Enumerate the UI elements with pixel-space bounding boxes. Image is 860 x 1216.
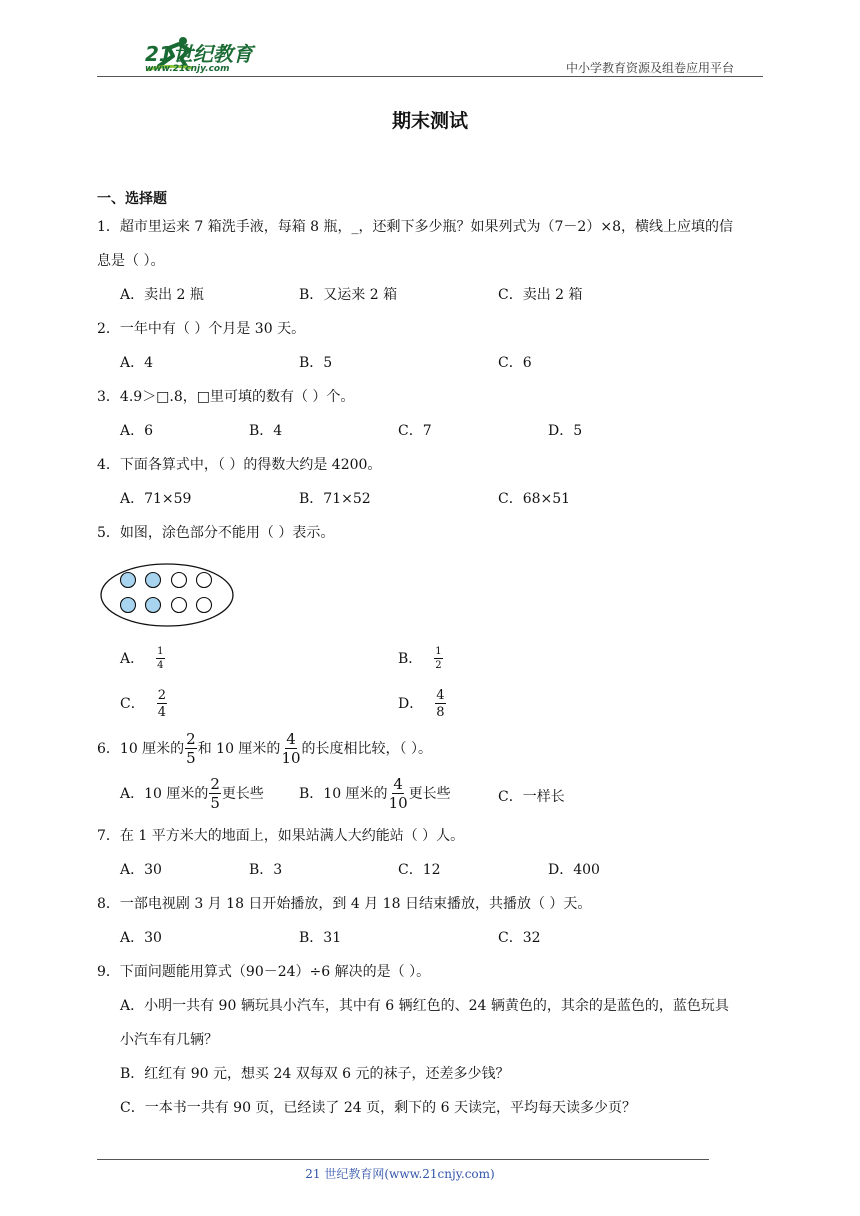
q8-option-a: A．30 (120, 930, 162, 946)
q8-text: 8．一部电视剧 3 月 18 日开始播放，到 4 月 18 日结束播放，共播放（ ）天。 (97, 896, 592, 912)
logo-url: www.21cnjy.com (145, 64, 230, 74)
q7-text: 7．在 1 平方米大的地面上，如果站满人大约能站（ ）人。 (97, 828, 465, 844)
q7-option-c: C．12 (398, 862, 441, 878)
q7-option-a: A．30 (120, 862, 162, 878)
q2-text: 2．一年中有（ ）个月是 30 天。 (97, 321, 306, 337)
q5-option-d: D． $\frac{4}{8}$ (398, 688, 445, 720)
section-heading: 一、选择题 (97, 191, 167, 207)
q9-option-a-line2: 小汽车有几辆？ (120, 1032, 218, 1048)
q4-option-a: A．71×59 (120, 491, 192, 507)
empty-circle (197, 598, 212, 613)
shaded-circle (121, 573, 136, 588)
q9-option-c: C．一本书一共有 90 页，已经读了 24 页，剩下的 6 天读完，平均每天读多少页？ (120, 1100, 636, 1116)
empty-circle (172, 573, 187, 588)
q1-text-line2: 息是（ ）。 (97, 253, 165, 269)
q3-option-a: A．6 (120, 423, 154, 439)
logo-text: 21世纪教育 (145, 42, 253, 66)
q9-option-b: B．红红有 90 元，想买 24 双每双 6 元的袜子，还差多少钱？ (120, 1066, 510, 1082)
page-title: 期末测试 (391, 110, 468, 132)
q3-option-b: B．4 (249, 423, 283, 439)
q3-text: 3．4.9＞□.8，□里可填的数有（ ）个。 (97, 389, 355, 405)
q2-option-a: A．4 (120, 355, 154, 371)
platform-label: 中小学教育资源及组卷应用平台 (566, 61, 735, 75)
header-divider (97, 76, 763, 77)
q4-text: 4．下面各算式中，（ ）的得数大约是 4200。 (97, 457, 382, 473)
q3-option-d: D．5 (548, 423, 583, 439)
footer-link[interactable]: 21 世纪教育网(www.21cnjy.com) (305, 1167, 495, 1181)
shaded-circle (146, 573, 161, 588)
q5-figure (99, 562, 235, 628)
q5-option-b: B． $\frac{1}{2}$ (398, 646, 442, 671)
footer-divider (97, 1159, 709, 1160)
q2-option-c: C．6 (498, 355, 532, 371)
q9-option-a-line1: A．小明一共有 90 辆玩具小汽车，其中有 6 辆红色的、24 辆黄色的，其余的是蓝色的，蓝色玩具 (120, 998, 729, 1014)
q2-option-b: B．5 (299, 355, 333, 371)
q8-option-c: C．32 (498, 930, 541, 946)
q8-option-b: B．31 (299, 930, 342, 946)
q3-option-c: C．7 (398, 423, 432, 439)
empty-circle (197, 573, 212, 588)
q7-option-d: D．400 (548, 862, 600, 878)
q4-option-c: C．68×51 (498, 491, 571, 507)
empty-circle (172, 598, 187, 613)
q1-option-a: A．卖出 2 瓶 (120, 287, 204, 303)
q6-text: 6．10 厘米的 $\frac{2}{5}$ 和 10 厘米的 $\frac{4}{10}$ 的长度相比较，（ ）。 (97, 730, 432, 767)
q5-option-a: A． $\frac{1}{4}$ (120, 646, 164, 671)
q9-text: 9．下面问题能用算式（90－24）÷6 解决的是（ ）。 (97, 964, 431, 980)
q4-option-b: B．71×52 (299, 491, 371, 507)
q6-option-b: B．10 厘米的 $\frac{4}{10}$ 更长些 (299, 775, 451, 812)
q6-option-c: C．一样长 (498, 789, 565, 805)
q5-option-c: C． $\frac{2}{4}$ (120, 688, 166, 720)
q6-option-a: A．10 厘米的 $\frac{2}{5}$ 更长些 (120, 775, 264, 812)
q1-option-b: B．又运来 2 箱 (299, 287, 398, 303)
q1-option-c: C．卖出 2 箱 (498, 287, 583, 303)
q7-option-b: B．3 (249, 862, 283, 878)
q5-text: 5．如图，涂色部分不能用（ ）表示。 (97, 525, 335, 541)
shaded-circle (121, 598, 136, 613)
shaded-circle (146, 598, 161, 613)
q1-text-line1: 1．超市里运来 7 箱洗手液，每箱 8 瓶，_，还剩下多少瓶？如果列式为（7－2）×8，横线上应填的信 (97, 219, 733, 235)
